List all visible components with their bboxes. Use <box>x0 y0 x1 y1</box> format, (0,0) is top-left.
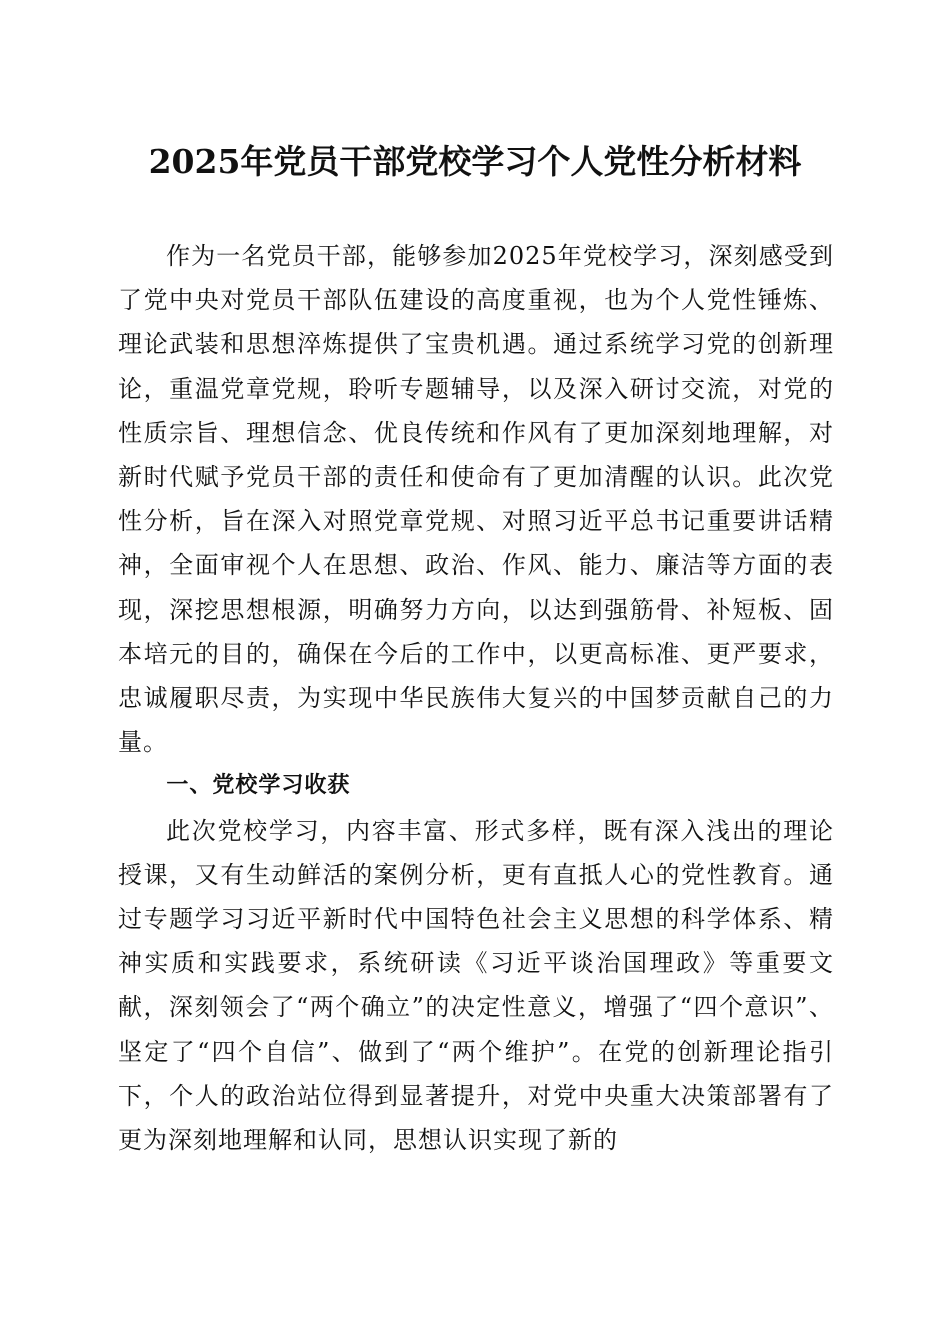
intro-paragraph: 作为一名党员干部，能够参加2025年党校学习，深刻感受到了党中央对党员干部队伍建设的高度重视，也为个人党性锤炼、理论武装和思想淬炼提供了宝贵机遇。通过系统学习党的创新理论，重温党章党规，聆听专题辅导，以及深入研讨交流，对党的性质宗旨、理想信念、优良传统和作风有了更加深刻地理解，对新时代赋予党员干部的责任和使命有了更加清醒的认识。此次党性分析，旨在深入对照党章党规、对照习近平总书记重要讲话精神，全面审视个人在思想、政治、作风、能力、廉洁等方面的表现，深挖思想根源，明确努力方向，以达到强筋骨、补短板、固本培元的目的，确保在今后的工作中，以更高标准、更严要求，忠诚履职尽责，为实现中华民族伟大复兴的中国梦贡献自己的力量。 <box>118 242 834 757</box>
document-body <box>118 234 834 1162</box>
section-heading-learning-gains: 一、党校学习收获 <box>166 773 351 799</box>
section-paragraph-learning-gains: 此次党校学习，内容丰富、形式多样，既有深入浅出的理论授课，又有生动鲜活的案例分析，更有直抵人心的党性教育。通过专题学习习近平新时代中国特色社会主义思想的科学体系、精神实质和实践要求，系统研读《习近平谈治国理政》等重要文献，深刻领会了“两个确立”的决定性意义，增强了“四个意识”、坚定了“四个自信”、做到了“两个维护”。在党的创新理论指引下，个人的政治站位得到显著提升，对党中央重大决策部署有了更为深刻地理解和认同，思想认识实现了新的 <box>118 816 834 1155</box>
document-title: 2025年党员干部党校学习个人党性分析材料 <box>148 142 802 181</box>
